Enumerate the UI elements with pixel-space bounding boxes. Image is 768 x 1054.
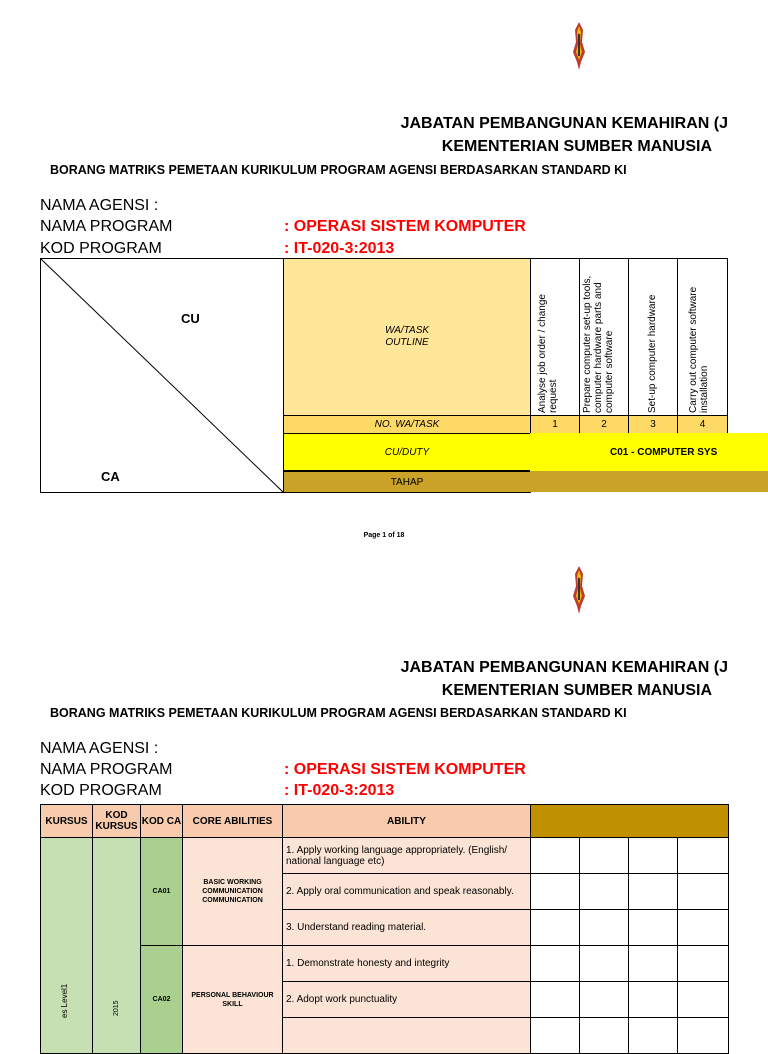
table-header-row bbox=[41, 805, 729, 838]
matrix-cell bbox=[678, 1018, 729, 1054]
matrix-cell bbox=[580, 946, 629, 982]
table-row bbox=[41, 946, 729, 982]
ca-code: CA01 bbox=[141, 838, 183, 946]
program-label: NAMA PROGRAM bbox=[40, 218, 173, 235]
matrix-cell bbox=[580, 874, 629, 910]
task-text-3: Set-up computer hardware bbox=[647, 294, 658, 413]
agency-label-2: NAMA AGENSI : bbox=[40, 740, 159, 757]
agency-title-2: JABATAN PEMBANGUNAN KEMAHIRAN (J bbox=[400, 659, 728, 676]
program-value: : OPERASI SISTEM KOMPUTER bbox=[284, 218, 526, 235]
col-core-abilities: CORE ABILITIES bbox=[183, 805, 283, 838]
program-code-value-2: : IT-020-3:2013 bbox=[284, 782, 395, 799]
task-no-2: 2 bbox=[579, 415, 629, 434]
matrix-cell bbox=[678, 910, 729, 946]
matrix-cell bbox=[629, 946, 678, 982]
core-abilities-table bbox=[40, 804, 729, 1054]
outline-line-1: WA/TASK bbox=[384, 325, 430, 336]
ability-item bbox=[283, 1018, 531, 1054]
cu-duty-label: CU/DUTY bbox=[283, 433, 531, 471]
ca-label: CA bbox=[101, 469, 120, 484]
task-header-3 bbox=[628, 258, 678, 416]
task-header-4 bbox=[677, 258, 728, 416]
program-value-2: : OPERASI SISTEM KOMPUTER bbox=[284, 761, 526, 778]
task-text-1: Analyse job order / change request bbox=[537, 294, 559, 413]
matrix-cell bbox=[629, 910, 678, 946]
no-task-label: NO. WA/TASK bbox=[283, 415, 531, 434]
kursus-cell bbox=[41, 838, 93, 1054]
outline-line-2: OUTLINE bbox=[385, 337, 429, 348]
ability-item: 1. Demonstrate honesty and integrity bbox=[283, 946, 531, 982]
ability-item: 2. Apply oral communication and speak reasonably. bbox=[283, 874, 531, 910]
program-code-value: : IT-020-3:2013 bbox=[284, 240, 395, 257]
kursus-vertical: es Level1 bbox=[60, 983, 69, 1018]
task-header-1 bbox=[530, 258, 580, 416]
ca-name: PERSONAL BEHAVIOUR SKILL bbox=[183, 946, 283, 1054]
matrix-cell bbox=[531, 910, 580, 946]
crest-logo bbox=[569, 22, 589, 70]
matrix-cell bbox=[580, 910, 629, 946]
task-text-2: Prepare computer set-up tools, computer hardware parts and computer software bbox=[582, 275, 615, 413]
matrix-cell bbox=[678, 982, 729, 1018]
matrix-cell bbox=[629, 1018, 678, 1054]
cu-ca-corner bbox=[40, 258, 284, 493]
program-code-label-2: KOD PROGRAM bbox=[40, 782, 162, 799]
matrix-cell bbox=[629, 874, 678, 910]
tahap-fill bbox=[530, 471, 768, 492]
task-text-4: Carry out computer software installation bbox=[688, 286, 710, 413]
ability-item: 3. Understand reading material. bbox=[283, 910, 531, 946]
task-outline-cell bbox=[283, 258, 531, 416]
matrix-cell bbox=[678, 946, 729, 982]
ability-item: 2. Adopt work punctuality bbox=[283, 982, 531, 1018]
kod-kursus-cell bbox=[93, 838, 141, 1054]
col-ability: ABILITY bbox=[283, 805, 531, 838]
form-title: BORANG MATRIKS PEMETAAN KURIKULUM PROGRAM AGENSI BERDASARKAN STANDARD KI bbox=[50, 163, 627, 177]
ability-item: 1. Apply working language appropriately. (English/ national language etc) bbox=[283, 838, 531, 874]
program-label-2: NAMA PROGRAM bbox=[40, 761, 173, 778]
crest-logo-2 bbox=[569, 566, 589, 614]
matrix-cell bbox=[531, 946, 580, 982]
matrix-cell bbox=[580, 982, 629, 1018]
ministry-title-2: KEMENTERIAN SUMBER MANUSIA bbox=[441, 682, 712, 699]
col-kod-ca: KOD CA bbox=[141, 805, 183, 838]
task-header-2 bbox=[579, 258, 629, 416]
program-code-label: KOD PROGRAM bbox=[40, 240, 162, 257]
page-number: Page 1 of 18 bbox=[363, 532, 405, 539]
col-kursus: KURSUS bbox=[41, 805, 93, 838]
matrix-cell bbox=[580, 1018, 629, 1054]
form-title-2: BORANG MATRIKS PEMETAAN KURIKULUM PROGRAM AGENSI BERDASARKAN STANDARD KI bbox=[50, 706, 627, 720]
ministry-title: KEMENTERIAN SUMBER MANUSIA bbox=[441, 138, 712, 155]
table-row bbox=[41, 838, 729, 874]
matrix-cell bbox=[629, 838, 678, 874]
tahap-label: TAHAP bbox=[283, 471, 531, 493]
header-gold-fill bbox=[531, 805, 729, 838]
matrix-cell bbox=[678, 838, 729, 874]
cu-label: CU bbox=[181, 311, 200, 326]
matrix-cell bbox=[629, 982, 678, 1018]
duty-value: C01 - COMPUTER SYS bbox=[610, 446, 718, 458]
matrix-cell bbox=[531, 874, 580, 910]
task-no-3: 3 bbox=[628, 415, 678, 434]
matrix-cell bbox=[531, 838, 580, 874]
matrix-cell bbox=[531, 982, 580, 1018]
matrix-cell bbox=[531, 1018, 580, 1054]
agency-label: NAMA AGENSI : bbox=[40, 197, 159, 214]
col-kod-kursus: KOD KURSUS bbox=[93, 805, 141, 838]
task-no-1: 1 bbox=[530, 415, 580, 434]
ca-name: BASIC WORKING COMMUNICATION COMMUNICATION bbox=[183, 838, 283, 946]
ca-code: CA02 bbox=[141, 946, 183, 1054]
task-no-4: 4 bbox=[677, 415, 728, 434]
agency-title: JABATAN PEMBANGUNAN KEMAHIRAN (J bbox=[400, 115, 728, 132]
diagonal-line bbox=[41, 259, 283, 492]
kod-kursus-vertical: 2015 bbox=[113, 1000, 120, 1016]
matrix-cell bbox=[678, 874, 729, 910]
duty-value-cell bbox=[530, 433, 768, 471]
matrix-cell bbox=[580, 838, 629, 874]
